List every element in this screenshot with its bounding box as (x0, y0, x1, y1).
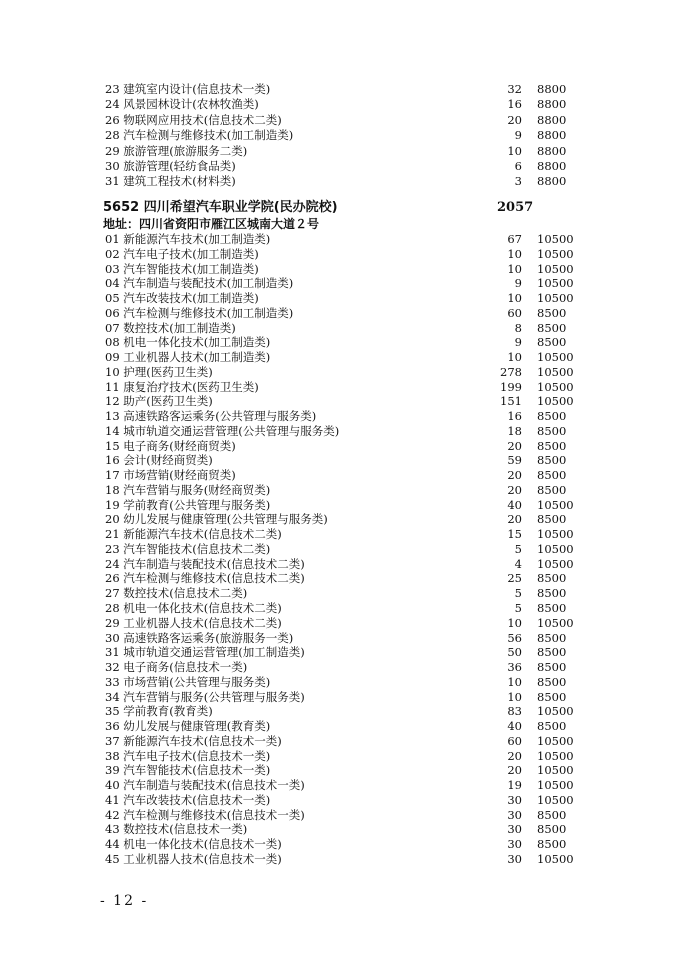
table-row (0, 159, 680, 174)
program-quota: 20 (507, 468, 522, 483)
program-tuition: 8500 (537, 660, 567, 675)
program-tuition: 10500 (537, 851, 574, 866)
program-name: 27 数控技术(信息技术二类) (105, 586, 248, 601)
table-row (0, 793, 680, 808)
table-row (0, 380, 680, 395)
program-tuition: 10500 (537, 497, 574, 512)
program-tuition: 10500 (537, 232, 574, 246)
program-tuition: 10500 (537, 541, 574, 556)
table-row (0, 453, 680, 468)
program-name: 31 城市轨道交通运营管理(加工制造类) (105, 645, 305, 660)
program-tuition: 8500 (537, 482, 567, 497)
program-tuition: 8800 (537, 159, 567, 173)
table-row (0, 763, 680, 778)
program-name: 03 汽车智能技术(加工制造类) (105, 261, 259, 276)
program-name: 28 机电一体化技术(信息技术二类) (105, 601, 282, 615)
table-row (0, 586, 680, 601)
program-name: 31 建筑工程技术(材料类) (105, 174, 236, 189)
program-quota: 16 (507, 97, 522, 112)
table-row (0, 350, 680, 365)
program-name: 40 汽车制造与装配技术(信息技术一类) (105, 778, 305, 793)
table-row (0, 498, 680, 513)
program-tuition: 10500 (537, 350, 574, 365)
program-tuition: 10500 (537, 246, 574, 261)
program-name: 17 市场营销(财经商贸类) (105, 468, 236, 483)
school-name: 5652 四川希望汽车职业学院(民办院校) (103, 200, 338, 215)
program-quota: 83 (507, 704, 522, 719)
program-quota: 10 (507, 246, 522, 261)
program-quota: 36 (507, 660, 522, 675)
page-number: - 12 - (100, 893, 149, 909)
program-name: 41 汽车改装技术(信息技术一类) (105, 792, 271, 807)
program-quota: 60 (507, 305, 522, 320)
program-name: 44 机电一体化技术(信息技术一类) (105, 837, 282, 852)
program-quota: 10 (507, 615, 522, 630)
program-quota: 4 (514, 556, 522, 571)
table-row (0, 601, 680, 616)
program-tuition: 8500 (537, 438, 567, 453)
table-row (0, 690, 680, 705)
program-name: 39 汽车智能技术(信息技术一类) (105, 763, 271, 778)
program-tuition: 10500 (537, 704, 574, 719)
program-name: 06 汽车检测与维修技术(加工制造类) (105, 305, 294, 320)
table-row (0, 778, 680, 793)
program-quota: 30 (507, 792, 522, 807)
program-name: 14 城市轨道交通运营管理(公共管理与服务类) (105, 423, 340, 438)
program-quota: 9 (514, 128, 522, 143)
program-quota: 40 (507, 719, 522, 734)
table-row (0, 734, 680, 749)
table-row (0, 660, 680, 675)
table-row (0, 262, 680, 277)
program-quota: 9 (514, 276, 522, 291)
table-row (0, 512, 680, 527)
table-row (0, 439, 680, 454)
program-tuition: 10500 (537, 379, 574, 394)
program-tuition: 8500 (537, 807, 567, 822)
program-quota: 20 (507, 482, 522, 497)
program-tuition: 8500 (537, 645, 567, 660)
program-tuition: 10500 (537, 261, 574, 276)
table-row (0, 645, 680, 660)
table-row (0, 837, 680, 852)
program-name: 30 高速铁路客运乘务(旅游服务一类) (105, 630, 294, 645)
program-tuition: 8800 (537, 174, 567, 189)
program-quota: 10 (507, 350, 522, 365)
program-quota: 20 (507, 112, 522, 127)
program-name: 12 助产(医药卫生类) (105, 394, 213, 409)
program-quota: 56 (507, 630, 522, 645)
program-tuition: 10500 (537, 276, 574, 291)
program-name: 24 风景园林设计(农林牧渔类) (105, 97, 259, 112)
table-row (0, 704, 680, 719)
program-quota: 20 (507, 512, 522, 527)
program-tuition: 10500 (537, 527, 574, 542)
program-tuition: 8500 (537, 423, 567, 438)
program-name: 07 数控技术(加工制造类) (105, 320, 236, 335)
program-quota: 15 (507, 527, 522, 542)
program-tuition: 8800 (537, 82, 567, 96)
program-tuition: 10500 (537, 556, 574, 571)
program-quota: 30 (507, 807, 522, 822)
table-row (0, 616, 680, 631)
table-row (0, 483, 680, 498)
program-name: 08 机电一体化技术(加工制造类) (105, 335, 271, 350)
program-name: 10 护理(医药卫生类) (105, 364, 213, 379)
program-quota: 19 (507, 778, 522, 793)
program-quota: 151 (500, 394, 522, 409)
table-row (0, 321, 680, 336)
program-quota: 10 (507, 689, 522, 704)
program-name: 24 汽车制造与装配技术(信息技术二类) (105, 556, 305, 571)
program-quota: 8 (514, 320, 522, 335)
program-quota: 20 (507, 438, 522, 453)
table-row (0, 424, 680, 439)
program-tuition: 8500 (537, 822, 567, 837)
program-name: 26 汽车检测与维修技术(信息技术二类) (105, 571, 305, 586)
program-tuition: 10500 (537, 733, 574, 748)
school-address: 地址：四川省资阳市雁江区城南大道２号 (103, 217, 320, 231)
program-quota: 9 (514, 335, 522, 350)
program-tuition: 8800 (537, 97, 567, 112)
table-row (0, 174, 680, 189)
program-name: 23 建筑室内设计(信息技术一类) (105, 82, 271, 96)
program-tuition: 8800 (537, 128, 567, 143)
program-quota: 30 (507, 837, 522, 852)
program-name: 42 汽车检测与维修技术(信息技术一类) (105, 807, 305, 822)
program-tuition: 10500 (537, 792, 574, 807)
program-quota: 10 (507, 143, 522, 158)
program-quota: 40 (507, 497, 522, 512)
program-name: 11 康复治疗技术(医药卫生类) (105, 379, 259, 394)
program-name: 23 汽车智能技术(信息技术二类) (105, 541, 271, 556)
program-tuition: 10500 (537, 291, 574, 306)
program-tuition: 8800 (537, 143, 567, 158)
program-tuition: 10500 (537, 778, 574, 793)
program-name: 43 数控技术(信息技术一类) (105, 822, 248, 837)
program-tuition: 8500 (537, 674, 567, 689)
program-name: 09 工业机器人技术(加工制造类) (105, 350, 271, 365)
program-tuition: 8500 (537, 320, 567, 335)
program-quota: 32 (507, 82, 522, 96)
school-total-quota: 2057 (497, 200, 534, 215)
program-quota: 16 (507, 409, 522, 424)
program-quota: 10 (507, 261, 522, 276)
program-tuition: 8500 (537, 689, 567, 704)
program-name: 21 新能源汽车技术(信息技术二类) (105, 527, 282, 542)
program-quota: 50 (507, 645, 522, 660)
program-name: 02 汽车电子技术(加工制造类) (105, 246, 259, 261)
program-tuition: 8500 (537, 837, 567, 852)
program-quota: 10 (507, 291, 522, 306)
program-tuition: 8800 (537, 112, 567, 127)
table-row (0, 82, 680, 97)
program-quota: 30 (507, 851, 522, 866)
program-quota: 5 (514, 541, 522, 556)
program-tuition: 8500 (537, 335, 567, 350)
program-name: 35 学前教育(教育类) (105, 704, 213, 719)
program-tuition: 10500 (537, 394, 574, 409)
table-row (0, 394, 680, 409)
program-name: 38 汽车电子技术(信息技术一类) (105, 748, 271, 763)
program-quota: 20 (507, 763, 522, 778)
table-row (0, 822, 680, 837)
program-name: 19 学前教育(公共管理与服务类) (105, 497, 271, 512)
program-name: 26 物联网应用技术(信息技术二类) (105, 112, 282, 127)
program-name: 32 电子商务(信息技术一类) (105, 660, 248, 675)
program-quota: 278 (500, 364, 522, 379)
program-tuition: 10500 (537, 364, 574, 379)
program-quota: 67 (507, 232, 522, 246)
program-quota: 10 (507, 674, 522, 689)
table-row (0, 631, 680, 646)
program-quota: 199 (500, 379, 522, 394)
program-tuition: 8500 (537, 630, 567, 645)
table-row (0, 247, 680, 262)
table-row (0, 232, 680, 247)
program-quota: 18 (507, 423, 522, 438)
program-tuition: 8500 (537, 571, 567, 586)
program-quota: 5 (514, 601, 522, 615)
program-tuition: 8500 (537, 601, 567, 615)
table-row (0, 276, 680, 291)
program-tuition: 8500 (537, 719, 567, 734)
table-row (0, 749, 680, 764)
table-row (0, 808, 680, 823)
program-quota: 59 (507, 453, 522, 468)
table-row (0, 542, 680, 557)
program-name: 30 旅游管理(轻纺食品类) (105, 159, 236, 173)
program-quota: 20 (507, 748, 522, 763)
table-row (0, 113, 680, 128)
program-name: 37 新能源汽车技术(信息技术一类) (105, 733, 282, 748)
table-row (0, 409, 680, 424)
program-quota: 25 (507, 571, 522, 586)
program-name: 45 工业机器人技术(信息技术一类) (105, 851, 282, 866)
table-row (0, 365, 680, 380)
table-row (0, 291, 680, 306)
program-name: 15 电子商务(财经商贸类) (105, 438, 236, 453)
table-row (0, 675, 680, 690)
program-tuition: 8500 (537, 453, 567, 468)
table-row (0, 144, 680, 159)
table-row (0, 527, 680, 542)
program-name: 16 会计(财经商贸类) (105, 453, 213, 468)
table-row (0, 306, 680, 321)
program-quota: 3 (514, 174, 522, 189)
program-tuition: 10500 (537, 748, 574, 763)
table-row (0, 335, 680, 350)
program-name: 20 幼儿发展与健康管理(公共管理与服务类) (105, 512, 328, 527)
program-name: 28 汽车检测与维修技术(加工制造类) (105, 128, 294, 143)
program-name: 33 市场营销(公共管理与服务类) (105, 674, 271, 689)
program-name: 18 汽车营销与服务(财经商贸类) (105, 482, 271, 497)
program-tuition: 8500 (537, 409, 567, 424)
program-quota: 30 (507, 822, 522, 837)
table-row (0, 852, 680, 867)
program-name: 29 旅游管理(旅游服务二类) (105, 143, 248, 158)
table-row (0, 468, 680, 483)
table-row (0, 128, 680, 143)
program-tuition: 8500 (537, 512, 567, 527)
program-name: 04 汽车制造与装配技术(加工制造类) (105, 276, 294, 291)
program-name: 29 工业机器人技术(信息技术二类) (105, 615, 282, 630)
program-tuition: 8500 (537, 586, 567, 601)
table-row (0, 557, 680, 572)
program-tuition: 10500 (537, 763, 574, 778)
program-tuition: 8500 (537, 468, 567, 483)
program-tuition: 10500 (537, 615, 574, 630)
program-name: 36 幼儿发展与健康管理(教育类) (105, 719, 271, 734)
program-quota: 5 (514, 586, 522, 601)
program-quota: 60 (507, 733, 522, 748)
program-quota: 6 (514, 159, 522, 173)
table-row (0, 97, 680, 112)
program-name: 13 高速铁路客运乘务(公共管理与服务类) (105, 409, 317, 424)
program-name: 34 汽车营销与服务(公共管理与服务类) (105, 689, 305, 704)
program-name: 05 汽车改装技术(加工制造类) (105, 291, 259, 306)
table-row (0, 571, 680, 586)
program-tuition: 8500 (537, 305, 567, 320)
table-row (0, 719, 680, 734)
program-name: 01 新能源汽车技术(加工制造类) (105, 232, 271, 246)
school-header (103, 199, 663, 217)
